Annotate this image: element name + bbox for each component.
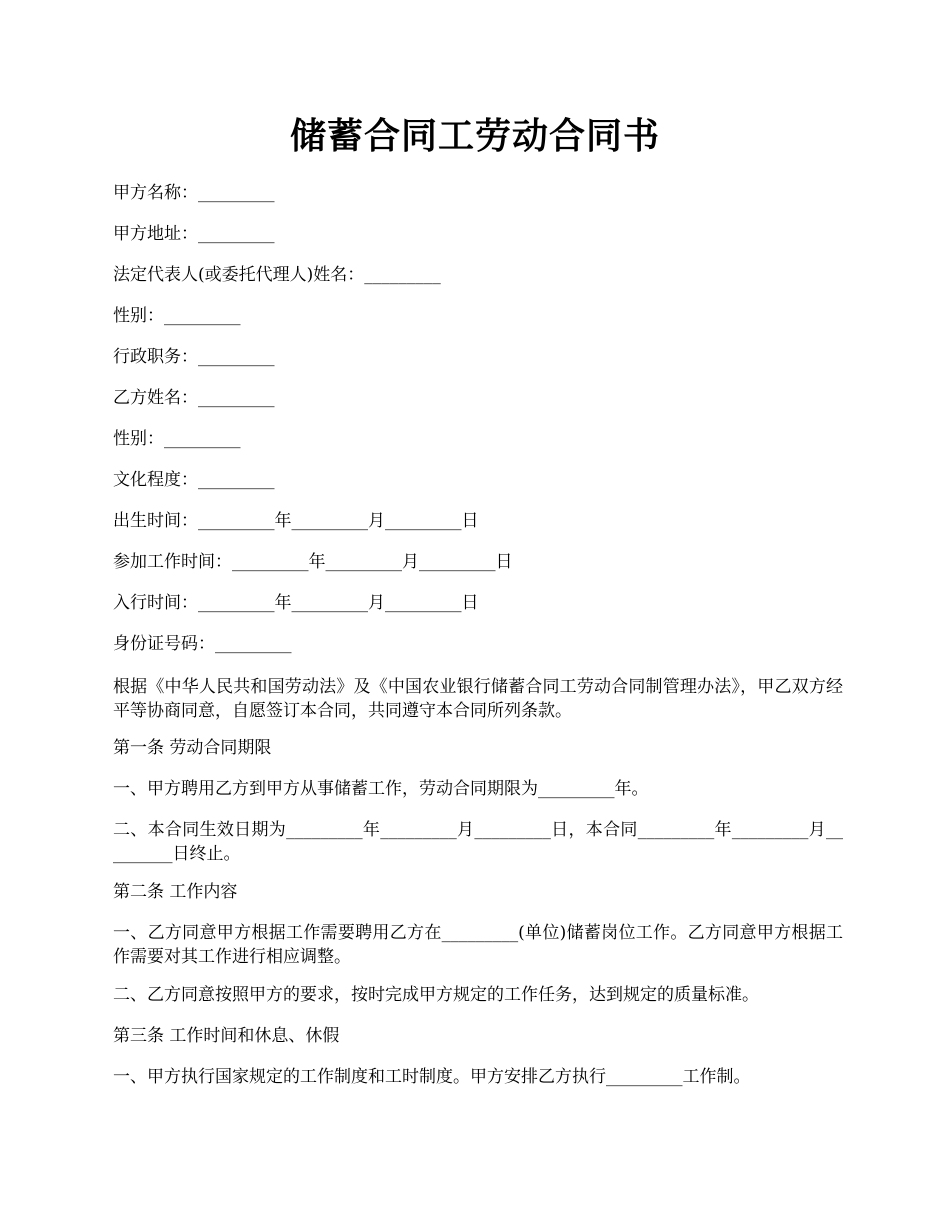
article-1-heading: 第一条 劳动合同期限	[113, 738, 272, 758]
field-bank-entry-date: 入行时间：_________年_________月_________日	[113, 593, 479, 613]
article-2-item-2: 二、乙方同意按照甲方的要求，按时完成甲方规定的工作任务，达到规定的质量标准。	[113, 985, 759, 1005]
field-id-number: 身份证号码：_________	[113, 634, 292, 654]
field-birth-date: 出生时间：_________年_________月_________日	[113, 511, 479, 531]
field-legal-representative: 法定代表人(或委托代理人)姓名：_________	[113, 265, 441, 285]
article-2-item-1: 一、乙方同意甲方根据工作需要聘用乙方在_________(单位)储蓄岗位工作。乙方同意甲方根据工作需要对其工作进行相应调整。	[113, 923, 843, 967]
field-party-b-gender: 性别：_________	[113, 429, 241, 449]
article-2-heading: 第二条 工作内容	[113, 882, 238, 902]
field-party-a-address: 甲方地址：_________	[113, 224, 275, 244]
intro-paragraph: 根据《中华人民共和国劳动法》及《中国农业银行储蓄合同工劳动合同制管理办法》，甲乙双方经平等协商同意，自愿签订本合同，共同遵守本合同所列条款。	[113, 677, 843, 721]
field-party-b-name: 乙方姓名：_________	[113, 388, 275, 408]
field-education-level: 文化程度：_________	[113, 470, 275, 490]
article-1-item-2: 二、本合同生效日期为_________年_________月_________日，本合同_________年_________月_________日终止。	[113, 820, 843, 864]
article-1-item-1: 一、甲方聘用乙方到甲方从事储蓄工作，劳动合同期限为_________年。	[113, 779, 649, 799]
field-administrative-position: 行政职务：_________	[113, 347, 275, 367]
article-3-heading: 第三条 工作时间和休息、休假	[113, 1026, 340, 1046]
field-party-a-name: 甲方名称：_________	[113, 183, 275, 203]
field-party-a-gender: 性别：_________	[113, 306, 241, 326]
article-3-item-1: 一、甲方执行国家规定的工作制度和工时制度。甲方安排乙方执行_________工作制。	[113, 1067, 751, 1087]
document-title: 储蓄合同工劳动合同书	[289, 115, 660, 157]
field-work-start-date: 参加工作时间：_________年_________月_________日	[113, 552, 513, 572]
